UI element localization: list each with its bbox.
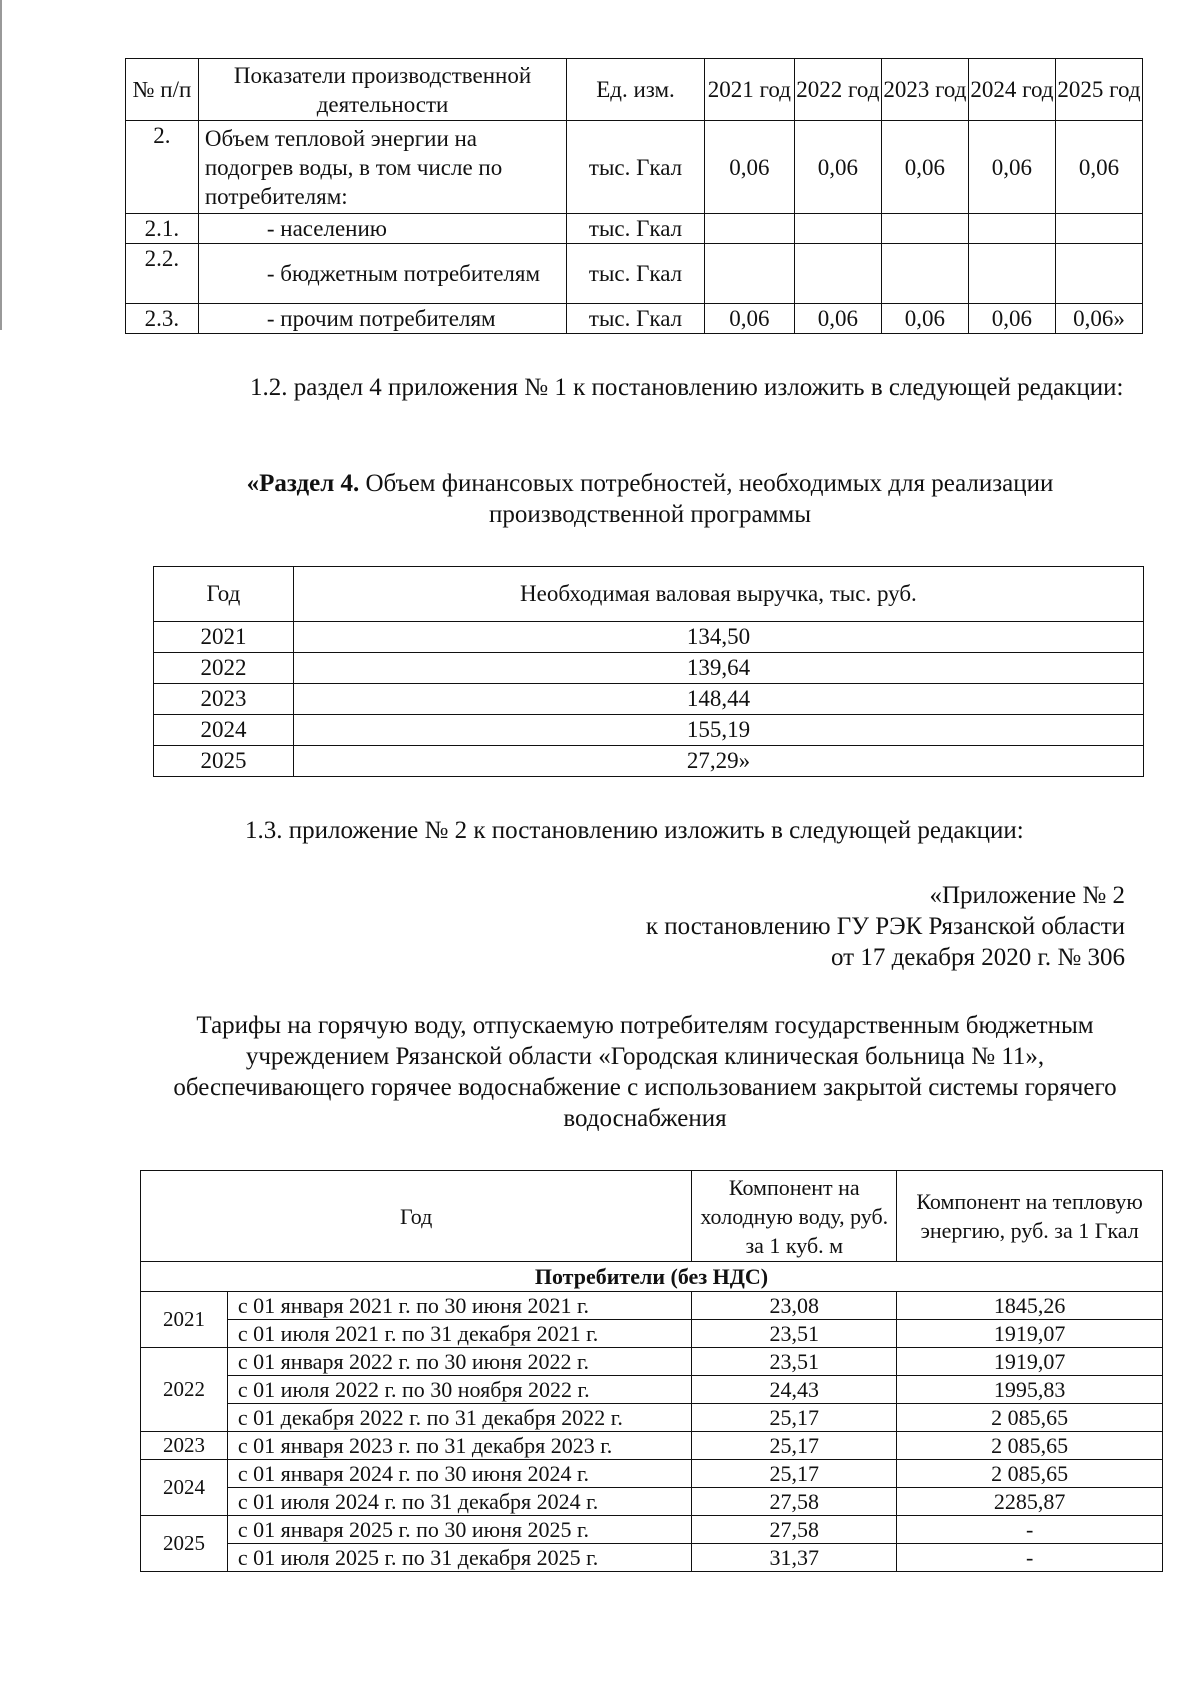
row-cold: 27,58 bbox=[692, 1516, 897, 1544]
table-row bbox=[141, 1376, 1163, 1404]
row-period: с 01 января 2022 г. по 30 июня 2022 г. bbox=[227, 1348, 691, 1376]
row-value: 0,06» bbox=[1055, 304, 1142, 334]
row-period: с 01 июля 2024 г. по 31 декабря 2024 г. bbox=[227, 1488, 691, 1516]
row-heat: 1919,07 bbox=[897, 1320, 1163, 1348]
section4-text: Объем финансовых потребностей, необходимых для реализации производственной программы bbox=[359, 470, 1054, 528]
header-revenue: Необходимая валовая выручка, тыс. руб. bbox=[293, 567, 1143, 622]
tariff-table bbox=[140, 1170, 1163, 1572]
row-year: 2023 bbox=[141, 1432, 228, 1460]
row-year: 2021 bbox=[154, 622, 294, 653]
row-value: 0,06 bbox=[704, 121, 794, 214]
row-value bbox=[1055, 244, 1142, 304]
paragraph-1-2: 1.2. раздел 4 приложения № 1 к постановлению изложить в следующей редакции: bbox=[250, 374, 1124, 401]
table-row bbox=[141, 1516, 1163, 1544]
row-year: 2022 bbox=[154, 653, 294, 684]
row-name: - населению bbox=[198, 214, 566, 244]
header-unit: Ед. изм. bbox=[567, 59, 705, 121]
row-period: с 01 января 2024 г. по 30 июня 2024 г. bbox=[227, 1460, 691, 1488]
table1-header-row bbox=[126, 59, 1143, 121]
header-year: Год bbox=[154, 567, 294, 622]
row-year: 2021 bbox=[141, 1292, 228, 1348]
row-value: 0,06 bbox=[794, 121, 881, 214]
row-cold: 27,58 bbox=[692, 1488, 897, 1516]
table-row bbox=[141, 1432, 1163, 1460]
row-value bbox=[1055, 214, 1142, 244]
tariff-title: Тарифы на горячую воду, отпускаемую потребителям государственным бюджетным учреждением Рязанской области «Городская клиническая больница № 11», обеспечивающего горячее водоснабжение с использованием закрытой системы горячего водоснабжения bbox=[173, 1012, 1117, 1132]
consumers-label: Потребители (без НДС) bbox=[141, 1262, 1163, 1292]
row-num: 2.3. bbox=[126, 304, 199, 334]
header-year: 2021 год bbox=[704, 59, 794, 121]
row-period: с 01 января 2023 г. по 31 декабря 2023 г. bbox=[227, 1432, 691, 1460]
row-heat: 1919,07 bbox=[897, 1348, 1163, 1376]
row-unit: тыс. Гкал bbox=[567, 214, 705, 244]
row-value: 0,06 bbox=[968, 304, 1055, 334]
table-row bbox=[126, 304, 1143, 334]
row-value: 134,50 bbox=[293, 622, 1143, 653]
row-period: с 01 июля 2021 г. по 31 декабря 2021 г. bbox=[227, 1320, 691, 1348]
row-value: 0,06 bbox=[704, 304, 794, 334]
section4-label: «Раздел 4. bbox=[246, 470, 360, 497]
appendix-line: от 17 декабря 2020 г. № 306 bbox=[830, 944, 1125, 971]
row-year: 2022 bbox=[141, 1348, 228, 1432]
row-value bbox=[881, 214, 968, 244]
table-row bbox=[141, 1460, 1163, 1488]
consumers-row bbox=[141, 1262, 1163, 1292]
row-heat: 2 085,65 bbox=[897, 1460, 1163, 1488]
row-cold: 23,51 bbox=[692, 1348, 897, 1376]
header-year: 2025 год bbox=[1055, 59, 1142, 121]
table2-header-row bbox=[154, 567, 1144, 622]
row-name: - прочим потребителям bbox=[198, 304, 566, 334]
header-num: № п/п bbox=[126, 59, 199, 121]
row-heat: 2 085,65 bbox=[897, 1404, 1163, 1432]
row-value bbox=[794, 214, 881, 244]
header-year: 2024 год bbox=[968, 59, 1055, 121]
header-year: 2023 год bbox=[881, 59, 968, 121]
row-value bbox=[704, 214, 794, 244]
header-year: Год bbox=[141, 1171, 692, 1262]
row-value bbox=[968, 244, 1055, 304]
row-cold: 24,43 bbox=[692, 1376, 897, 1404]
appendix-line: к постановлению ГУ РЭК Рязанской области bbox=[645, 913, 1125, 940]
row-cold: 25,17 bbox=[692, 1432, 897, 1460]
row-value: 155,19 bbox=[293, 715, 1143, 746]
row-value bbox=[881, 244, 968, 304]
row-cold: 25,17 bbox=[692, 1460, 897, 1488]
row-num: 2.1. bbox=[126, 214, 199, 244]
row-num: 2.2. bbox=[126, 244, 199, 304]
row-year: 2024 bbox=[154, 715, 294, 746]
row-period: с 01 декабря 2022 г. по 31 декабря 2022 г. bbox=[227, 1404, 691, 1432]
row-period: с 01 июля 2025 г. по 31 декабря 2025 г. bbox=[227, 1544, 691, 1572]
row-value: 27,29» bbox=[293, 746, 1143, 777]
row-unit: тыс. Гкал bbox=[567, 304, 705, 334]
row-value: 0,06 bbox=[1055, 121, 1142, 214]
row-heat: 2 085,65 bbox=[897, 1432, 1163, 1460]
row-period: с 01 января 2025 г. по 30 июня 2025 г. bbox=[227, 1516, 691, 1544]
row-cold: 31,37 bbox=[692, 1544, 897, 1572]
row-name: - бюджетным потребителям bbox=[198, 244, 566, 304]
table-row bbox=[141, 1404, 1163, 1432]
row-heat: - bbox=[897, 1544, 1163, 1572]
row-value bbox=[704, 244, 794, 304]
row-value: 0,06 bbox=[968, 121, 1055, 214]
appendix-line: «Приложение № 2 bbox=[929, 882, 1125, 909]
row-period: с 01 июля 2022 г. по 30 ноября 2022 г. bbox=[227, 1376, 691, 1404]
table-row bbox=[141, 1292, 1163, 1320]
row-cold: 23,08 bbox=[692, 1292, 897, 1320]
production-indicators-table bbox=[125, 58, 1143, 334]
header-heat: Компонент на тепловую энергию, руб. за 1 Гкал bbox=[897, 1171, 1163, 1262]
table-row bbox=[154, 622, 1144, 653]
row-unit: тыс. Гкал bbox=[567, 121, 705, 214]
row-value bbox=[968, 214, 1055, 244]
row-value: 0,06 bbox=[881, 121, 968, 214]
row-value: 148,44 bbox=[293, 684, 1143, 715]
row-unit: тыс. Гкал bbox=[567, 244, 705, 304]
row-cold: 25,17 bbox=[692, 1404, 897, 1432]
row-name: Объем тепловой энергии на подогрев воды, в том числе по потребителям: bbox=[198, 121, 566, 214]
table-row bbox=[154, 653, 1144, 684]
row-heat: 2285,87 bbox=[897, 1488, 1163, 1516]
table-row bbox=[154, 746, 1144, 777]
table-row bbox=[126, 244, 1143, 304]
revenue-table bbox=[153, 566, 1144, 777]
row-year: 2025 bbox=[154, 746, 294, 777]
table-row bbox=[154, 715, 1144, 746]
row-heat: 1995,83 bbox=[897, 1376, 1163, 1404]
row-year: 2023 bbox=[154, 684, 294, 715]
row-heat: - bbox=[897, 1516, 1163, 1544]
table3-header-row bbox=[141, 1171, 1163, 1262]
table-row bbox=[126, 121, 1143, 214]
row-value: 0,06 bbox=[794, 304, 881, 334]
paragraph-1-3: 1.3. приложение № 2 к постановлению изложить в следующей редакции: bbox=[245, 817, 1024, 844]
table-row bbox=[141, 1488, 1163, 1516]
row-cold: 23,51 bbox=[692, 1320, 897, 1348]
row-value: 139,64 bbox=[293, 653, 1143, 684]
table-row bbox=[141, 1320, 1163, 1348]
row-year: 2025 bbox=[141, 1516, 228, 1572]
row-heat: 1845,26 bbox=[897, 1292, 1163, 1320]
table-row bbox=[126, 214, 1143, 244]
table-row bbox=[141, 1348, 1163, 1376]
row-value: 0,06 bbox=[881, 304, 968, 334]
appendix-header bbox=[500, 880, 1125, 973]
table-row bbox=[154, 684, 1144, 715]
header-year: 2022 год bbox=[794, 59, 881, 121]
row-period: с 01 января 2021 г. по 30 июня 2021 г. bbox=[227, 1292, 691, 1320]
scan-edge-line bbox=[0, 0, 2, 330]
header-cold: Компонент на холодную воду, руб. за 1 куб. м bbox=[692, 1171, 897, 1262]
table-row bbox=[141, 1544, 1163, 1572]
row-num: 2. bbox=[126, 121, 199, 214]
section4-heading bbox=[175, 468, 1125, 530]
header-indicator: Показатели производственной деятельности bbox=[198, 59, 566, 121]
row-value bbox=[794, 244, 881, 304]
row-year: 2024 bbox=[141, 1460, 228, 1516]
